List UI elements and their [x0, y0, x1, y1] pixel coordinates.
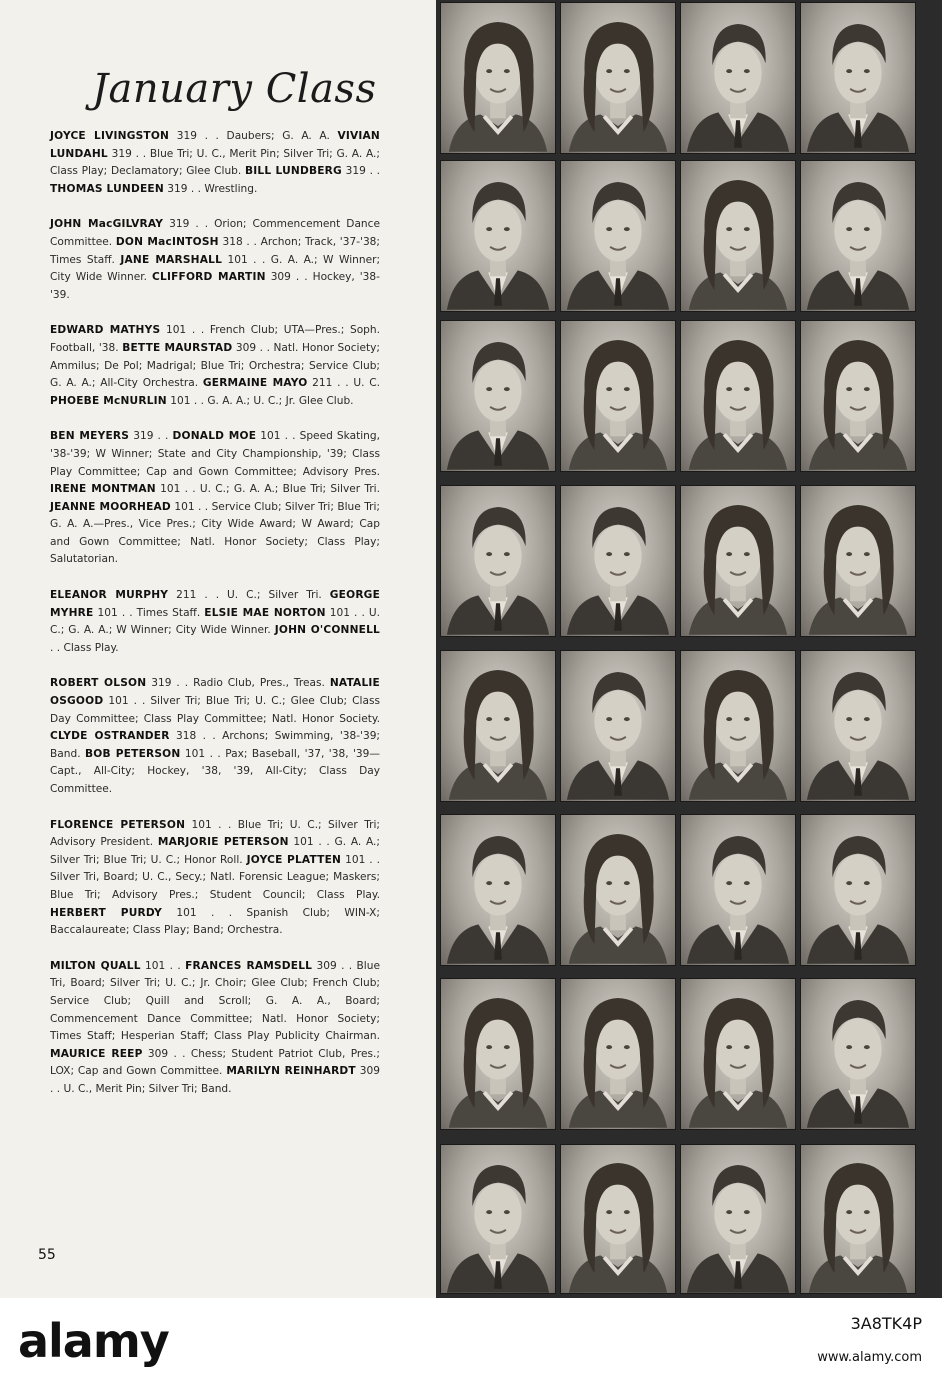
student-entry — [50, 128, 380, 198]
student-portrait — [680, 814, 796, 966]
student-name: ROBERT OLSON — [50, 677, 147, 690]
student-name: IRENE MONTMAN — [50, 483, 156, 496]
student-portrait — [800, 650, 916, 802]
student-portrait — [560, 2, 676, 154]
student-activities: 101 . . G. A. A.; Silver Tri; Blue Tri; U. C.; Honor Roll. — [50, 836, 380, 866]
student-portrait — [680, 160, 796, 312]
student-portrait — [440, 1144, 556, 1294]
page-number: 55 — [38, 1247, 56, 1263]
student-name: VIVIAN LUNDAHL — [50, 130, 380, 160]
student-portrait — [560, 160, 676, 312]
watermark-bar — [0, 1298, 942, 1390]
student-activities: 101 . . G. A. A.; U. C.; Jr. Glee Club. — [166, 394, 354, 407]
student-portrait — [680, 320, 796, 472]
student-activities: . . Class Play. — [50, 641, 119, 654]
student-activities: 309 . . Hockey, '38-'39. — [50, 271, 380, 301]
image-id: 3A8TK4P — [850, 1314, 922, 1333]
student-activities: 319 . . Orion; Commencement Dance Committee. — [50, 218, 380, 248]
student-activities: 211 . . U. C. — [307, 377, 380, 390]
student-name: PHOEBE McNURLIN — [50, 394, 167, 407]
student-activities: 318 . . Archon; Track, '37-'38; Times Staff. — [50, 235, 380, 266]
student-name: BILL LUNDBERG — [244, 165, 342, 178]
student-name: MILTON QUALL — [50, 959, 141, 972]
student-name: JEANNE MOORHEAD — [50, 500, 171, 513]
student-portrait — [800, 320, 916, 472]
student-activities: 101 . . Silver Tri, Board; U. C., Secy.; Natl. Forensic League; Maskers; Blue Tri; Advisory Pres.; Student Council; Class Play. — [50, 853, 380, 901]
student-activities: 319 . . Radio Club, Pres., Treas. — [146, 677, 330, 690]
student-activities: 101 . . Spanish Club; WIN-X; Baccalaureate; Class Play; Band; Orchestra. — [50, 906, 380, 937]
student-name: ELEANOR MURPHY — [50, 589, 169, 602]
student-portrait — [440, 978, 556, 1130]
student-name: BETTE MAURSTAD — [122, 341, 233, 354]
student-name: JOHN O'CONNELL — [274, 624, 380, 637]
watermark-url: www.alamy.com — [817, 1350, 922, 1365]
student-entry — [50, 428, 380, 569]
student-name: DONALD MOE — [172, 430, 257, 443]
student-portrait — [560, 1144, 676, 1294]
student-entry — [50, 216, 380, 304]
student-name: JOHN MacGILVRAY — [50, 218, 164, 231]
student-portrait — [440, 650, 556, 802]
student-activities: 101 . . Pax; Baseball, '37, '38, '39—Capt., All-City; Hockey, '38, '39, All-City; Class Day Committee. — [50, 747, 380, 795]
student-portrait — [440, 160, 556, 312]
student-name: MARJORIE PETERSON — [157, 836, 289, 849]
student-portrait — [440, 2, 556, 154]
student-activities: 318 . . Archons; Swimming, '38-'39; Band. — [50, 730, 381, 760]
student-activities: 101 . . Service Club; Silver Tri; Blue Tri; G. A. A.—Pres., Vice Pres.; City Wide Award; W Award; Cap and Gown Committee; Natl. Honor Society; Class Play; Salutatorian. — [50, 500, 380, 566]
student-name: JOYCE LIVINGSTON — [50, 130, 170, 142]
student-portrait — [680, 485, 796, 637]
student-activities: 309 . . U. C., Merit Pin; Silver Tri; Band. — [50, 1065, 380, 1095]
student-name: MARILYN REINHARDT — [226, 1065, 356, 1078]
student-name: JOYCE PLATTEN — [246, 853, 342, 866]
student-entry — [50, 587, 380, 657]
student-name: DON MacINTOSH — [115, 235, 219, 248]
student-name: MAURICE REEP — [50, 1047, 143, 1060]
student-portrait — [800, 160, 916, 312]
student-activities: 101 . . — [140, 959, 186, 972]
student-portrait — [800, 814, 916, 966]
student-portrait — [560, 814, 676, 966]
student-portrait — [560, 485, 676, 637]
student-activities: 101 . . Speed Skating, '38-'39; W Winner; State and City Championship, '39; Class Play Committee; Cap and Gown Committee; Advisory Pres. — [50, 430, 380, 478]
alamy-logo: alamy — [18, 1314, 169, 1368]
student-portrait — [800, 485, 916, 637]
student-activities: 101 . . Blue Tri; U. C.; Silver Tri; Advisory President. — [50, 818, 380, 849]
student-name: FRANCES RAMSDELL — [185, 959, 313, 972]
student-portrait — [800, 1144, 916, 1294]
student-entries — [50, 128, 380, 1117]
student-activities: 309 . . Chess; Student Patriot Club, Pres.; LOX; Cap and Gown Committee. — [50, 1047, 380, 1078]
student-activities: 211 . . U. C.; Silver Tri. — [168, 589, 330, 602]
student-portrait — [560, 650, 676, 802]
student-name: GEORGE MYHRE — [50, 589, 381, 619]
student-name: NATALIE OSGOOD — [50, 677, 380, 708]
student-photo-grid — [436, 0, 942, 1298]
student-activities: 319 . . — [129, 430, 173, 443]
student-name: HERBERT PURDY — [50, 906, 162, 919]
student-activities: 319 . . Blue Tri; U. C., Merit Pin; Silver Tri; G. A. A.; Class Play; Declamatory; Glee Club. — [50, 147, 380, 178]
student-portrait — [800, 978, 916, 1130]
student-name: GERMAINE MAYO — [202, 377, 308, 390]
page-title: January Class — [92, 66, 377, 112]
student-name: CLIFFORD MARTIN — [152, 271, 266, 284]
student-name: JANE MARSHALL — [120, 253, 223, 266]
student-activities: 101 . . Times Staff. — [93, 606, 205, 619]
student-activities: 101 . . Silver Tri; Blue Tri; U. C.; Glee Club; Class Day Committee; Class Play Committee; Natl. Honor Society. — [50, 695, 380, 725]
student-activities: 319 . . Daubers; G. A. A. — [169, 130, 338, 142]
student-activities: 101 . . U. C.; G. A. A.; Blue Tri; Silver Tri. — [155, 483, 380, 496]
student-entry — [50, 322, 380, 410]
student-name: THOMAS LUNDEEN — [50, 182, 164, 195]
student-portrait — [440, 814, 556, 966]
student-portrait — [680, 1144, 796, 1294]
student-activities: 101 . . U. C.; G. A. A.; W Winner; City Wide Winner. — [50, 606, 381, 637]
student-activities: 101 . . G. A. A.; W Winner; City Wide Winner. — [50, 253, 381, 284]
student-portrait — [560, 978, 676, 1130]
student-name: BEN MEYERS — [50, 430, 130, 443]
student-portrait — [680, 2, 796, 154]
student-name: FLORENCE PETERSON — [50, 818, 186, 831]
student-portrait — [680, 650, 796, 802]
student-activities: 319 . . — [341, 165, 381, 178]
student-activities: 309 . . Natl. Honor Society; Ammilus; De Pol; Madrigal; Blue Tri; Orchestra; Service Club; G. A. A.; All-City Orchestra. — [50, 341, 380, 390]
student-name: BOB PETERSON — [85, 747, 181, 760]
student-entry — [50, 817, 380, 940]
student-name: ELSIE MAE NORTON — [204, 606, 326, 619]
student-portrait — [440, 485, 556, 637]
student-portrait — [560, 320, 676, 472]
student-name: CLYDE OSTRANDER — [50, 730, 170, 743]
student-portrait — [440, 320, 556, 472]
student-portrait — [800, 2, 916, 154]
student-entry — [50, 958, 380, 1099]
student-activities: 309 . . Blue Tri, Board; Silver Tri; U. C.; Jr. Choir; Glee Club; French Club; Service Club; Quill and Scroll; G. A. A., Board; Commencement Dance Committee; Natl. Honor Society; Times Staff; Hesperian Staff; Class Play Publicity Chairman. — [50, 959, 380, 1043]
student-entry — [50, 675, 380, 798]
student-portrait — [680, 978, 796, 1130]
student-activities: 101 . . French Club; UTA—Pres.; Soph. Football, '38. — [50, 324, 380, 354]
student-activities: 319 . . Wrestling. — [163, 182, 258, 195]
student-name: EDWARD MATHYS — [50, 324, 161, 337]
